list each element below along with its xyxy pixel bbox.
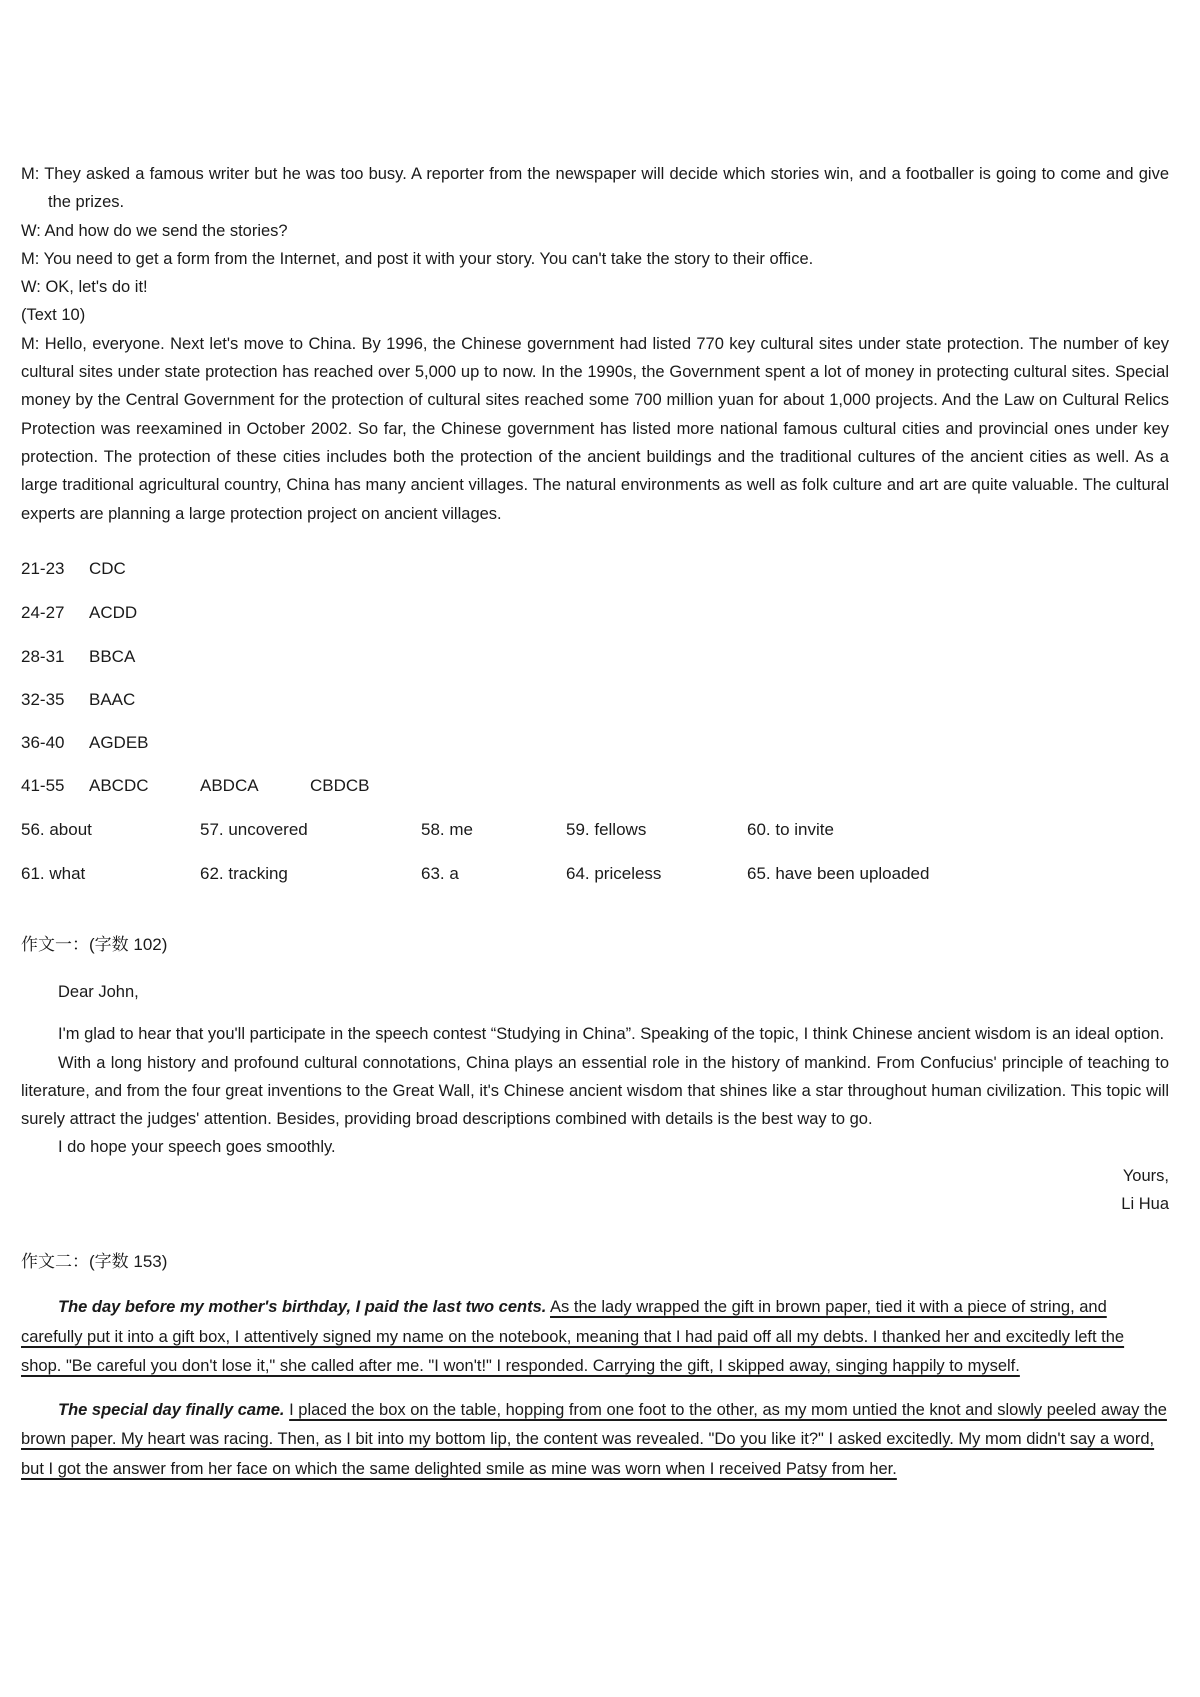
fill-answer: 62. tracking	[200, 864, 288, 883]
transcript-line: W: And how do we send the stories?	[21, 221, 288, 240]
essay2-continuation	[21, 1293, 1169, 1498]
question-range: 21-23	[21, 559, 65, 578]
fill-answer: 65. have been uploaded	[747, 864, 930, 883]
listening-transcript	[21, 160, 1169, 528]
paragraph-lead-sentence: The day before my mother's birthday, I paid the last two cents.	[58, 1298, 547, 1316]
answer-letters: BAAC	[89, 690, 136, 709]
paragraph-body: I placed the box on the table, hopping from one foot to the other, as my mom untied the knot and slowly peeled away the brown paper. My heart was racing. Then, as I bit into my bottom lip, the content was revealed. "Do you like it?" I asked excitedly. My mom didn't say a word, but I got the answer from her face on which the same delighted smile as mine was worn when I received Patsy from her.	[21, 1400, 1167, 1478]
letter-closing: Yours,	[1122, 1166, 1169, 1185]
fill-answer: 63. a	[421, 864, 459, 883]
answer-letters: ABCDC	[89, 776, 149, 795]
question-range: 24-27	[21, 603, 65, 622]
essay2-paragraph	[21, 1396, 1169, 1485]
answer-letters: CBDCB	[310, 776, 370, 795]
letter-signature: Li Hua	[1121, 1195, 1169, 1214]
question-range: 32-35	[21, 690, 65, 709]
question-range: 36-40	[21, 733, 65, 752]
fill-answer: 60. to invite	[747, 820, 834, 839]
essay2-paragraph	[21, 1293, 1169, 1382]
fill-answer: 58. me	[421, 820, 473, 839]
essay2-heading: 作文二：(字数 153)	[21, 1252, 168, 1271]
letter-paragraph: With a long history and profound cultural connotations, China plays an essential role in the history of mankind. From Confucius' principle of teaching to literature, and from the four great inventions to the Great Wall, it's Chinese ancient wisdom that shines like a star throughout human civilization. This topic will surely attract the judges' attention. Besides, providing broad descriptions combined with details is the best way to go.	[21, 1053, 1169, 1129]
letter-paragraph: I'm glad to hear that you'll participate in the speech contest “Studying in China”. Speaking of the topic, I think Chinese ancient wisdom is an ideal option.	[58, 1025, 1165, 1044]
fill-answer: 56. about	[21, 820, 92, 839]
fill-answer: 59. fellows	[566, 820, 647, 839]
letter-salutation: Dear John,	[58, 983, 139, 1001]
answer-letters: CDC	[89, 559, 126, 578]
paragraph-body: As the lady wrapped the gift in brown paper, tied it with a piece of string, and carefully put it into a gift box, I attentively signed my name on the notebook, meaning that I had paid off all my debts. I thanked her and excitedly left the shop. "Be careful you don't lose it," she called after me. "I won't!" I responded. Carrying the gift, I skipped away, singing happily to myself.	[21, 1298, 1125, 1375]
fill-answer: 61. what	[21, 864, 86, 883]
transcript-line: W: OK, let's do it!	[21, 278, 148, 297]
question-range: 41-55	[21, 776, 65, 795]
essay1-letter	[21, 978, 1169, 1218]
letter-paragraph: I do hope your speech goes smoothly.	[58, 1138, 336, 1157]
answer-letters: ABDCA	[200, 776, 259, 795]
question-range: 28-31	[21, 647, 65, 666]
answer-letters: BBCA	[89, 647, 136, 666]
answer-letters: ACDD	[89, 603, 138, 622]
transcript-line: M: They asked a famous writer but he was too busy. A reporter from the newspaper will decide which stories win, and a footballer is going to come and give the prizes.	[21, 165, 1169, 212]
answer-letters: AGDEB	[89, 733, 149, 752]
transcript-line: M: You need to get a form from the Internet, and post it with your story. You can't take the story to their office.	[21, 249, 814, 268]
essay1-heading: 作文一：(字数 102)	[21, 935, 168, 954]
transcript-line: M: Hello, everyone. Next let's move to China. By 1996, the Chinese government had listed 770 key cultural sites under state protection. The number of key cultural sites under state protection has reached over 5,000 up to now. In the 1990s, the Government spent a lot of money in protecting cultural sites. Special money by the Central Government for the protection of cultural sites reached some 700 million yuan for about 1,000 projects. And the Law on Cultural Relics Protection was reexamined in October 2002. So far, the Chinese government has listed more national famous cultural cities and provincial ones under key protection. The protection of these cities includes both the protection of the ancient buildings and the traditional cultures of the ancient cities as well. As a large traditional agricultural country, China has many ancient villages. The natural environments as well as folk culture and art are quite valuable. The cultural experts are planning a large protection project on ancient villages.	[21, 334, 1169, 523]
transcript-text-label: (Text 10)	[21, 306, 86, 325]
fill-answer: 57. uncovered	[200, 820, 308, 839]
fill-answer: 64. priceless	[566, 864, 662, 883]
paragraph-lead-sentence: The special day finally came.	[58, 1400, 285, 1419]
